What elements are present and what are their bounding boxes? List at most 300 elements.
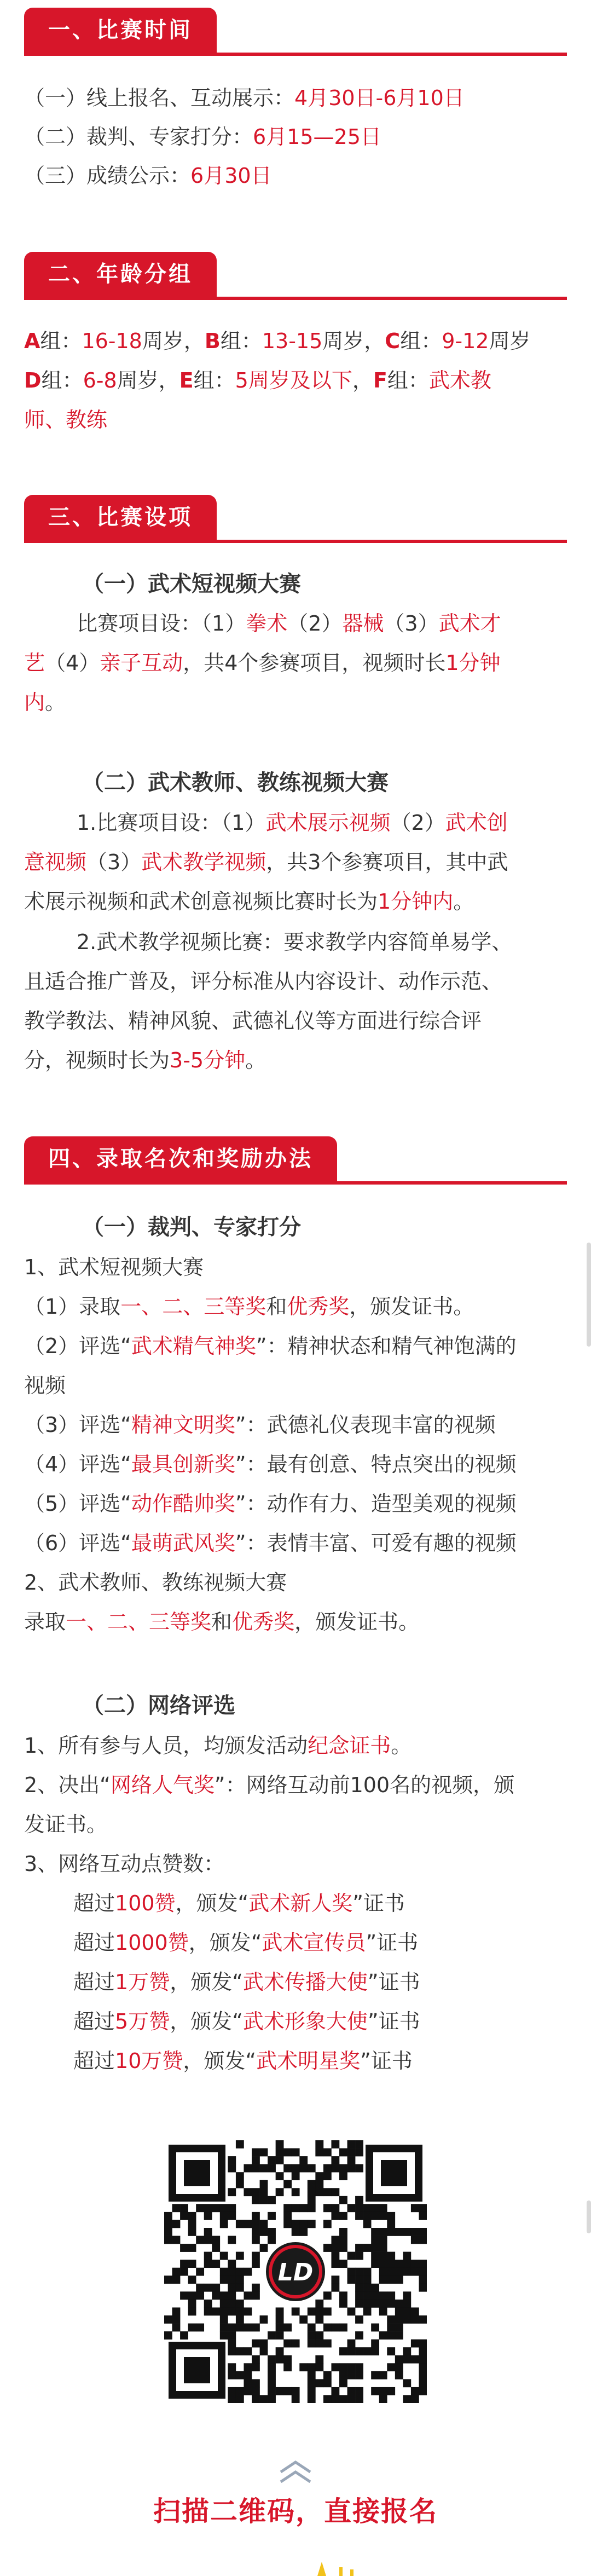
qr-module [411, 2395, 419, 2403]
qr-module [411, 2260, 419, 2268]
qr-module [347, 2307, 356, 2315]
qr-module [339, 2172, 347, 2180]
qr-module [276, 2307, 284, 2315]
subsection-title: （一）裁判、专家打分 [82, 1215, 301, 1240]
qr-module [308, 2188, 316, 2196]
qr-module [331, 2140, 339, 2148]
qr-module [387, 2228, 395, 2236]
qr-module [188, 2307, 196, 2315]
likes-tier: 超过1万赞，颁发“武术传播大使”证书 [73, 1970, 420, 1994]
qr-module [403, 2355, 411, 2364]
award-line: （4）评选“最具创新奖”：最有创意、特点突出的视频 [24, 1452, 517, 1476]
qr-module [244, 2379, 252, 2387]
sparkle-decoration [306, 2551, 372, 2576]
qr-module [395, 2355, 403, 2364]
qr-module [315, 2140, 323, 2148]
qr-module [236, 2300, 244, 2308]
qr-module [355, 2395, 363, 2403]
qr-module [204, 2252, 212, 2260]
qr-module [260, 2347, 268, 2355]
qr-module [283, 2148, 292, 2157]
section-header-age [24, 252, 217, 297]
section-divider [24, 53, 567, 56]
qr-module [355, 2204, 363, 2212]
qr-module [276, 2148, 284, 2157]
qr-module [387, 2268, 395, 2276]
qr-module [355, 2252, 363, 2260]
qr-module [403, 2252, 411, 2260]
qr-module [347, 2363, 356, 2371]
qr-module [395, 2228, 403, 2236]
qr-module [260, 2196, 268, 2204]
qr-module [236, 2324, 244, 2332]
qr-module [411, 2355, 419, 2364]
qr-module [371, 2244, 379, 2252]
qr-module [379, 2268, 387, 2276]
qr-module [180, 2268, 188, 2276]
qr-module [331, 2284, 339, 2292]
qr-module [188, 2220, 196, 2228]
qr-module [204, 2300, 212, 2308]
qr-module [308, 2180, 316, 2188]
award-line: 1、武术短视频大赛 [24, 1255, 204, 1279]
qr-module [323, 2172, 332, 2180]
qr-module [236, 2275, 244, 2284]
qr-module [323, 2188, 332, 2196]
qr-module [228, 2371, 236, 2379]
qr-module [355, 2363, 363, 2371]
qr-module [315, 2331, 323, 2340]
qr-module [292, 2220, 300, 2228]
qr-module [228, 2363, 236, 2371]
qr-module [315, 2363, 323, 2371]
qr-module [292, 2340, 300, 2348]
award-line: 视频 [24, 1373, 66, 1397]
qr-module [180, 2212, 188, 2220]
qr-module [204, 2212, 212, 2220]
qr-module [299, 2164, 308, 2173]
qr-module [363, 2268, 372, 2276]
qr-module [180, 2244, 188, 2252]
qr-module [283, 2324, 292, 2332]
qr-module [252, 2252, 260, 2260]
qr-module [308, 2395, 316, 2403]
qr-module [236, 2268, 244, 2276]
qr-module [283, 2164, 292, 2173]
qr-module [212, 2204, 220, 2212]
qr-module [212, 2260, 220, 2268]
qr-module [315, 2300, 323, 2308]
age-groups-line: A组：16-18周岁，B组：13-15周岁，C组：9-12周岁 [24, 329, 531, 353]
qr-module [236, 2347, 244, 2355]
qr-module [220, 2291, 228, 2300]
qr-module [347, 2164, 356, 2173]
qr-module [387, 2212, 395, 2220]
qr-module [308, 2324, 316, 2332]
qr-module [419, 2379, 427, 2387]
qr-module [379, 2307, 387, 2315]
qr-module [395, 2363, 403, 2371]
qr-module [308, 2363, 316, 2371]
qr-logo-text: LD [277, 2259, 314, 2286]
qr-module [419, 2363, 427, 2371]
qr-module [212, 2236, 220, 2244]
qr-module [244, 2188, 252, 2196]
qr-module [331, 2324, 339, 2332]
qr-module [228, 2188, 236, 2196]
qr-module [308, 2379, 316, 2387]
section-header-awards [24, 1136, 337, 1181]
qr-module [292, 2172, 300, 2180]
qr-module [172, 2236, 181, 2244]
qr-module [244, 2387, 252, 2395]
qr-module [323, 2291, 332, 2300]
qr-module [387, 2347, 395, 2355]
qr-module [355, 2268, 363, 2276]
qr-module [204, 2307, 212, 2315]
qr-module [276, 2331, 284, 2340]
qr-module [379, 2236, 387, 2244]
qr-module [220, 2315, 228, 2324]
qr-module [220, 2275, 228, 2284]
chevron-up-icon[interactable] [276, 2458, 315, 2485]
qr-module [283, 2355, 292, 2364]
qr-module [363, 2212, 372, 2220]
qr-module [411, 2228, 419, 2236]
qr-module [204, 2260, 212, 2268]
qr-module [363, 2284, 372, 2292]
qr-module [228, 2300, 236, 2308]
qr-module [268, 2196, 276, 2204]
qr-module [188, 2244, 196, 2252]
qr-module [403, 2268, 411, 2276]
qr-module [395, 2260, 403, 2268]
qr-module [236, 2395, 244, 2403]
qr-module [172, 2220, 181, 2228]
qr-module [363, 2275, 372, 2284]
qr-module [419, 2212, 427, 2220]
qr-module [172, 2324, 181, 2332]
qr-module [244, 2347, 252, 2355]
qr-module [403, 2307, 411, 2315]
qr-module [419, 2275, 427, 2284]
qr-module [172, 2204, 181, 2212]
qr-module [387, 2220, 395, 2228]
qr-module [308, 2164, 316, 2173]
qr-module [363, 2291, 372, 2300]
section-title: 二、年龄分组 [24, 252, 217, 297]
paragraph-line: 术展示视频和武术创意视频比赛时长为1分钟内。 [24, 890, 474, 914]
qr-module [292, 2387, 300, 2395]
qr-module [347, 2387, 356, 2395]
qr-module [260, 2340, 268, 2348]
qr-module [276, 2347, 284, 2355]
qr-module [308, 2371, 316, 2379]
qr-module [355, 2291, 363, 2300]
qr-module [339, 2363, 347, 2371]
qr-module [260, 2244, 268, 2252]
qr-module [164, 2212, 172, 2220]
qr-module [323, 2244, 332, 2252]
qr-module [331, 2156, 339, 2164]
qr-module [252, 2324, 260, 2332]
qr-module [387, 2363, 395, 2371]
schedule-item: （一）线上报名、互动展示：4月30日-6月10日 [24, 86, 465, 110]
qr-module [252, 2260, 260, 2268]
qr-module [188, 2291, 196, 2300]
qr-module [347, 2140, 356, 2148]
qr-module [220, 2204, 228, 2212]
qr-module [371, 2291, 379, 2300]
qr-module [339, 2228, 347, 2236]
qr-module [379, 2371, 387, 2379]
qr-module [292, 2164, 300, 2173]
qr-module [252, 2228, 260, 2236]
qr-module [244, 2220, 252, 2228]
qr-module [331, 2212, 339, 2220]
qr-module [363, 2244, 372, 2252]
qr-module [403, 2395, 411, 2403]
qr-module [379, 2275, 387, 2284]
qr-module [395, 2315, 403, 2324]
paragraph-line: 且适合推广普及，评分标准从内容设计、动作示范、 [24, 969, 503, 994]
likes-tier: 超过1000赞，颁发“武术宣传员”证书 [73, 1931, 419, 1955]
qr-module [252, 2395, 260, 2403]
qr-module [283, 2387, 292, 2395]
qr-module [244, 2268, 252, 2276]
qr-module [268, 2355, 276, 2364]
qr-module [419, 2284, 427, 2292]
qr-module [252, 2355, 260, 2364]
qr-module [347, 2156, 356, 2164]
qr-module [395, 2324, 403, 2332]
qr-module [339, 2324, 347, 2332]
qr-module [172, 2307, 181, 2315]
qr-module [331, 2252, 339, 2260]
qr-module [276, 2324, 284, 2332]
qr-module [347, 2371, 356, 2379]
section-divider [24, 1181, 567, 1185]
qr-module [292, 2148, 300, 2157]
qr-module [268, 2395, 276, 2403]
subsection-title: （二）武术教师、教练视频大赛 [82, 770, 389, 795]
qr-module [244, 2324, 252, 2332]
qr-module [252, 2284, 260, 2292]
qr-module [323, 2164, 332, 2173]
qr-module [252, 2164, 260, 2173]
qr-module [220, 2220, 228, 2228]
qr-module [228, 2387, 236, 2395]
qr-module [403, 2315, 411, 2324]
qr-module [299, 2315, 308, 2324]
qr-module [323, 2220, 332, 2228]
qr-module [228, 2340, 236, 2348]
qr-module [188, 2228, 196, 2236]
qr-module [387, 2260, 395, 2268]
qr-module [347, 2347, 356, 2355]
qr-module [268, 2236, 276, 2244]
qr-module [220, 2324, 228, 2332]
qr-module [180, 2260, 188, 2268]
qr-module [419, 2204, 427, 2212]
section-header-events [24, 495, 217, 540]
qr-logo [262, 2238, 329, 2306]
qr-module [379, 2260, 387, 2268]
qr-module [371, 2204, 379, 2212]
qr-module [355, 2331, 363, 2340]
qr-module [387, 2315, 395, 2324]
qr-module [339, 2291, 347, 2300]
qr-module [315, 2340, 323, 2348]
qr-module [252, 2156, 260, 2164]
qr-module [236, 2252, 244, 2260]
qr-module [395, 2300, 403, 2308]
qr-module [411, 2387, 419, 2395]
qr-module [212, 2244, 220, 2252]
qr-module [387, 2252, 395, 2260]
qr-module [236, 2172, 244, 2180]
section-title: 四、录取名次和奖励办法 [24, 1136, 337, 1181]
qr-module [355, 2387, 363, 2395]
qr-module [323, 2395, 332, 2403]
qr-module [228, 2260, 236, 2268]
qr-module [379, 2300, 387, 2308]
qr-module [411, 2340, 419, 2348]
qr-module [339, 2371, 347, 2379]
qr-module [188, 2212, 196, 2220]
qr-module [220, 2268, 228, 2276]
qr-module [308, 2340, 316, 2348]
qr-module [236, 2140, 244, 2148]
qr-module [252, 2188, 260, 2196]
qr-module [268, 2379, 276, 2387]
qr-module [196, 2204, 204, 2212]
qr-module [283, 2204, 292, 2212]
qr-module [403, 2379, 411, 2387]
qr-module [371, 2387, 379, 2395]
award-line: （6）评选“最萌武风奖”：表情丰富、可爱有趣的视频 [24, 1531, 517, 1555]
qr-module [363, 2220, 372, 2228]
qr-module [347, 2268, 356, 2276]
qr-module [180, 2204, 188, 2212]
qr-module [244, 2291, 252, 2300]
qr-module [379, 2291, 387, 2300]
section-title: 三、比赛设项 [24, 495, 217, 540]
qr-module [419, 2228, 427, 2236]
qr-module [180, 2331, 188, 2340]
qr-module [331, 2164, 339, 2173]
qr-module [387, 2387, 395, 2395]
qr-module [419, 2268, 427, 2276]
qr-module [331, 2275, 339, 2284]
qr-module [411, 2315, 419, 2324]
qr-module [339, 2164, 347, 2173]
qr-module [308, 2331, 316, 2340]
qr-module [308, 2204, 316, 2212]
qr-module [196, 2236, 204, 2244]
qr-module [379, 2395, 387, 2403]
qr-module [379, 2331, 387, 2340]
qr-module [228, 2236, 236, 2244]
qr-module [236, 2315, 244, 2324]
scrollbar-thumb[interactable] [587, 1243, 591, 1347]
qr-module [228, 2347, 236, 2355]
qr-module [371, 2371, 379, 2379]
qr-module [283, 2220, 292, 2228]
award-line: （3）评选“精神文明奖”：武德礼仪表现丰富的视频 [24, 1413, 496, 1437]
qr-module [196, 2291, 204, 2300]
qr-module [387, 2331, 395, 2340]
qr-module [371, 2236, 379, 2244]
qr-module [252, 2291, 260, 2300]
qr-module [308, 2220, 316, 2228]
qr-module [331, 2204, 339, 2212]
qr-module [371, 2340, 379, 2348]
qr-module [212, 2291, 220, 2300]
qr-module [395, 2331, 403, 2340]
qr-module [252, 2236, 260, 2244]
qr-module [379, 2228, 387, 2236]
qr-module [228, 2212, 236, 2220]
qr-module [276, 2188, 284, 2196]
qr-module [204, 2204, 212, 2212]
qr-module [379, 2252, 387, 2260]
qr-module [204, 2228, 212, 2236]
paragraph-line: 教学教法、精神风貌、武德礼仪等方面进行综合评 [24, 1009, 482, 1033]
qr-module [323, 2340, 332, 2348]
age-groups-line: 师、教练 [24, 408, 108, 432]
scrollbar-indicator[interactable] [587, 2200, 591, 2233]
qr-module [260, 2180, 268, 2188]
qr-module [323, 2324, 332, 2332]
qr-module [339, 2260, 347, 2268]
qr-module [228, 2204, 236, 2212]
paragraph-line: 2.武术教学视频比赛：要求教学内容简单易学、 [77, 930, 513, 954]
qr-module [419, 2387, 427, 2395]
qr-module [268, 2371, 276, 2379]
qr-module [387, 2275, 395, 2284]
qr-module [204, 2284, 212, 2292]
qr-module [315, 2180, 323, 2188]
qr-module [315, 2307, 323, 2315]
qr-module [403, 2300, 411, 2308]
qr-module [331, 2387, 339, 2395]
qr-module [292, 2395, 300, 2403]
paragraph-line: 艺（4）亲子互动，共4个参赛项目，视频时长1分钟 [24, 651, 501, 675]
qr-module [236, 2387, 244, 2395]
qr-module [323, 2371, 332, 2379]
qr-module [379, 2204, 387, 2212]
qr-module [371, 2260, 379, 2268]
qr-module [355, 2315, 363, 2324]
likes-tier: 超过10万赞，颁发“武术明星奖”证书 [73, 2049, 413, 2073]
paragraph-line: 意视频（3）武术教学视频，共3个参赛项目，其中武 [24, 850, 508, 874]
qr-module [164, 2236, 172, 2244]
schedule-item: （二）裁判、专家打分：6月15—25日 [24, 125, 381, 149]
qr-module [172, 2275, 181, 2284]
award-line: （2）评选“武术精气神奖”：精神状态和精气神饱满的 [24, 1334, 517, 1358]
qr-module [268, 2164, 276, 2173]
qr-module [228, 2395, 236, 2403]
qr-module [379, 2212, 387, 2220]
qr-module [371, 2228, 379, 2236]
qr-module [292, 2307, 300, 2315]
qr-module [379, 2387, 387, 2395]
qr-module [339, 2379, 347, 2387]
qr-module [260, 2220, 268, 2228]
qr-module [347, 2252, 356, 2260]
qr-code[interactable] [164, 2140, 427, 2403]
